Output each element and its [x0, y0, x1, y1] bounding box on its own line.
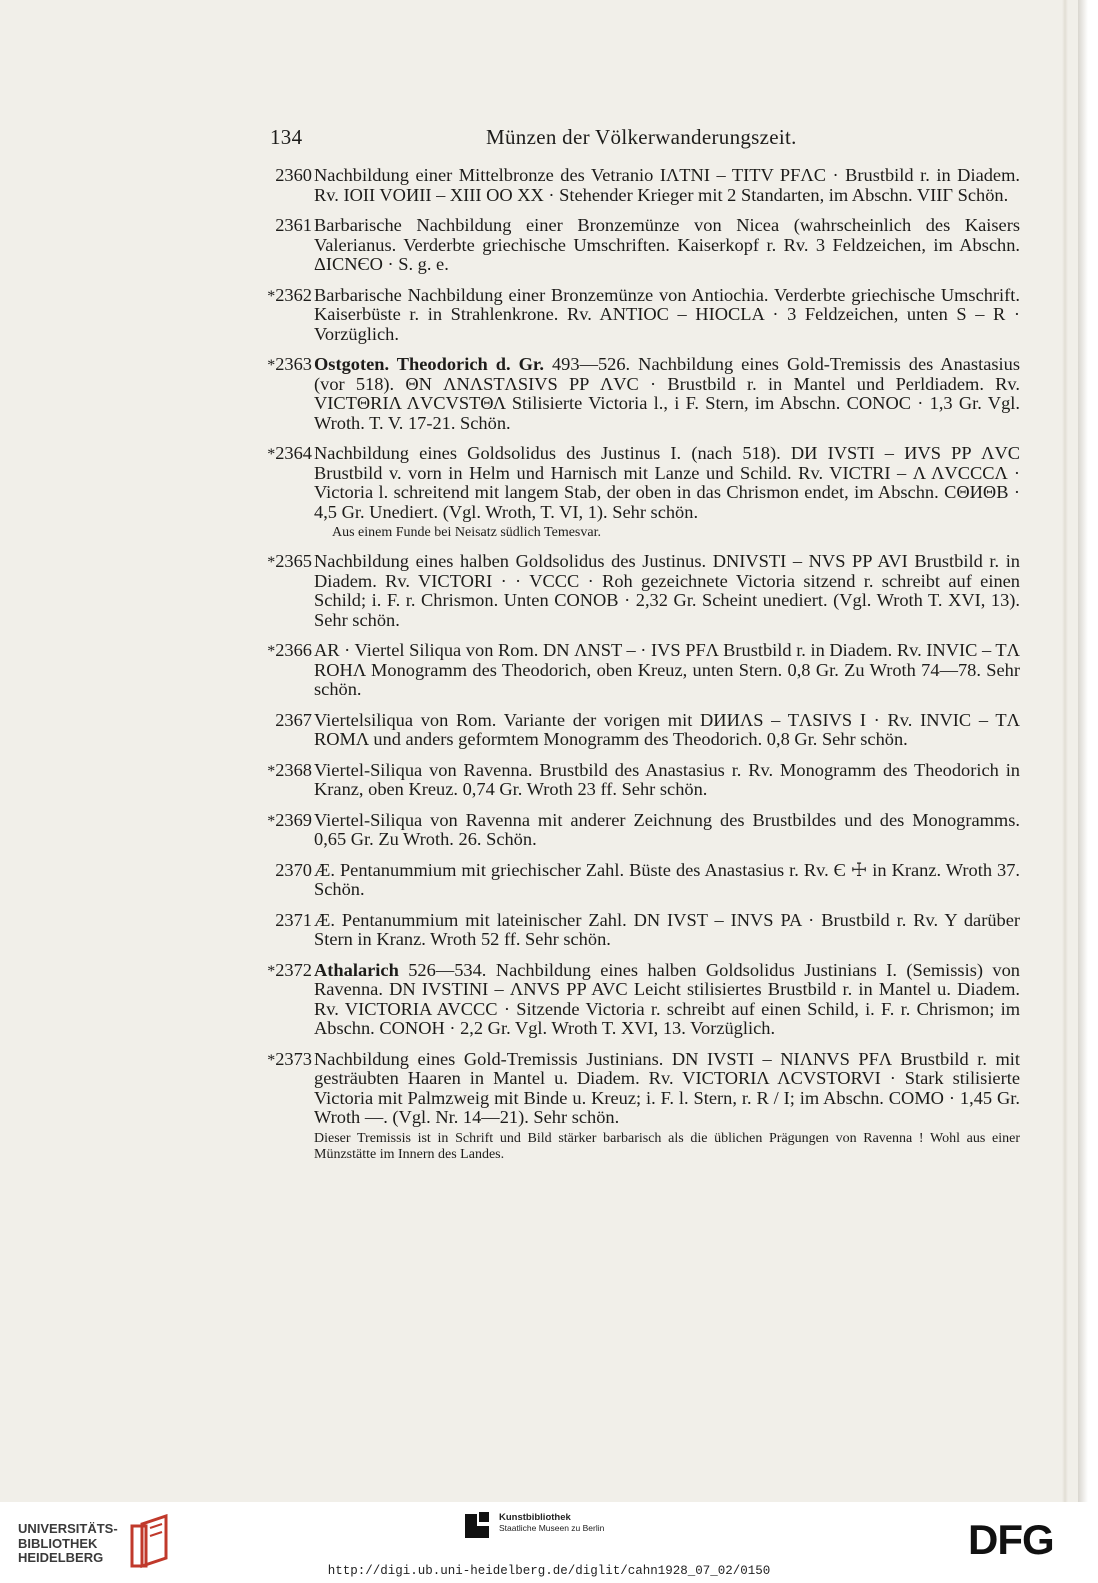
entry-text [314, 861, 1020, 900]
entry-description: Nachbildung eines halben Goldsolidus des Justinus. DNIVSTI – NVS PP AVI Brustbild r. in Diadem. Rv. VICTORI · · VCCC · Roh gezeichnete Victoria sitzend r. schreibt auf einen Schild; i. F. r. Chrismon. Unten CONOB · 2,32 Gr. Scheint unediert. (Vgl. Wroth T. XVI, 13). Sehr schön. [314, 551, 1020, 630]
star-marker-icon: * [267, 357, 276, 374]
page-fold [1062, 0, 1068, 1502]
entry-number-value: 2373 [275, 1048, 312, 1069]
kunstbibliothek-mark-icon [463, 1510, 493, 1540]
catalog-entry [250, 216, 1020, 275]
entry-number-value: 2361 [275, 215, 312, 235]
entry-number [250, 961, 312, 982]
entry-description: 526—534. Nachbildung eines halben Goldsolidus Justinians I. (Semissis) von Ravenna. DN IVSTINI – ΛNVS PP AVC Leicht stilisiertes Brustbild r. in Mantel u. Diadem. Rv. VICTORIA AVCCC · Sitzende Victoria r. schreibt auf einen Schild, i. F. r. Chrismon; im Abschn. CONOH · 2,2 Gr. Vgl. Wroth T. XVI, 13. Vorzüglich. [314, 959, 1020, 1038]
entry-heading: Athalarich [314, 959, 399, 980]
entry-number-value: 2366 [275, 640, 312, 660]
entry-number-value: 2365 [275, 551, 312, 571]
entry-text [314, 166, 1020, 205]
entry-text [314, 641, 1020, 700]
entry-text [314, 711, 1020, 750]
catalog-entry [250, 811, 1020, 850]
catalog-entry [250, 961, 1020, 1039]
ub-line-3: HEIDELBERG [18, 1550, 104, 1565]
star-marker-icon: * [267, 643, 276, 660]
entry-description: Barbarische Nachbildung einer Bronzemünze von Antiochia. Verderbte griechische Umschrift. Kaiserbüste r. in Strahlenkrone. Rv. ANTIOC – HIOCLA · 3 Feldzeichen, unten S – R · Vorzüglich. [314, 284, 1020, 344]
entry-number [250, 761, 312, 782]
entry-number [250, 355, 312, 376]
entry-text [314, 552, 1020, 630]
entry-text [314, 811, 1020, 850]
footer-bar [0, 1502, 1098, 1583]
kunstbibliothek-logo[interactable] [463, 1510, 643, 1544]
catalog-entry [250, 166, 1020, 205]
entry-number [250, 552, 312, 573]
entry-text [314, 355, 1020, 433]
entry-description: Æ. Pentanummium mit griechischer Zahl. Büste des Anastasius r. Rv. Є ☩ in Kranz. Wroth 37. Schön. [314, 859, 1020, 899]
catalog-entry [250, 1050, 1020, 1163]
entry-number [250, 861, 312, 881]
catalog-entry [250, 286, 1020, 345]
star-marker-icon: * [267, 1051, 276, 1069]
kunstbibliothek-name: Kunstbibliothek [499, 1512, 571, 1523]
entry-heading: Ostgoten. Theodorich d. Gr. [314, 354, 544, 374]
permalink-url[interactable]: http://digi.ub.uni-heidelberg.de/diglit/cahn1928_07_02/0150 [327, 1564, 771, 1578]
star-marker-icon: * [267, 762, 276, 780]
entry-number-value: 2367 [275, 709, 312, 730]
dfg-logo[interactable] [968, 1516, 1078, 1560]
entry-number [250, 1050, 312, 1071]
entry-text [314, 961, 1020, 1039]
catalog-entry [250, 355, 1020, 433]
entry-number-value: 2364 [275, 443, 312, 463]
entry-description: Barbarische Nachbildung einer Bronzemünze von Nicea (wahrscheinlich des Kaisers Valerianus. Verderbte griechische Umschriften. Kaiserkopf r. Rv. 3 Feldzeichen, im Abschn. ΔICNЄO · S. g. e. [314, 215, 1020, 274]
entry-description: Viertel-Siliqua von Ravenna mit anderer Zeichnung des Brustbildes und des Monogramms. 0,65 Gr. Zu Wroth. 26. Schön. [314, 809, 1020, 849]
entry-description: Nachbildung einer Mittelbronze des Vetranio IΛTNI – TITV PFΛC · Brustbild r. in Diadem. Rv. IOII VOИII – XIII OO XX · Stehender Krieger mit 2 Standarten, im Abschn. VIIΓ Schön. [314, 165, 1020, 205]
entry-number [250, 444, 312, 465]
catalog-entry [250, 552, 1020, 630]
catalog-entry [250, 444, 1020, 541]
entry-number [250, 286, 312, 307]
entry-text [314, 761, 1020, 800]
kunstbibliothek-wordmark [499, 1512, 604, 1534]
page-header [270, 125, 1030, 155]
star-marker-icon: * [267, 287, 276, 305]
star-marker-icon: * [267, 554, 276, 571]
entry-number-value: 2370 [275, 859, 312, 880]
ub-line-1: UNIVERSITÄTS- [18, 1521, 118, 1536]
entry-number [250, 811, 312, 832]
running-title: Münzen der Völkerwanderungszeit. [486, 125, 797, 149]
entry-text [314, 216, 1020, 275]
catalog-entry [250, 761, 1020, 800]
entry-description: AR · Viertel Siliqua von Rom. DN ΛNST – · IVS PFΛ Brustbild r. in Diadem. Rv. INVIC – TΛ ROHΛ Monogramm des Theodorich, oben Kreuz, unten Stern. 0,8 Gr. Zu Wroth 74—78. Sehr schön. [314, 640, 1020, 699]
entry-description: Viertelsiliqua von Rom. Variante der vorigen mit DИИΛS – TΛSIVS I · Rv. INVIC – TΛ ROMΛ und anders geformtem Monogramm des Theodorich. 0,8 Gr. Sehr schön. [314, 709, 1020, 749]
entry-number-value: 2368 [275, 759, 312, 780]
entry-description: Nachbildung eines Gold-Tremissis Justinians. DN IVSTI – NIΛNVS PFΛ Brustbild r. mit gesträubten Haaren in Mantel u. Diadem. Rv. VICTORIΛ ΛCVSTORVI · Stark stilisierte Victoria mit Palmzweig mit Binde u. Kreuz; i. F. l. Stern, r. R / I; im Abschn. COMO · 1,45 Gr. Wroth —. (Vgl. Nr. 14—21). Sehr schön. [314, 1048, 1020, 1127]
catalog-entry [250, 711, 1020, 750]
entry-description: Æ. Pentanummium mit lateinischer Zahl. DN IVST – INVS PA · Brustbild r. Rv. Y darüber Stern in Kranz. Wroth 52 ff. Sehr schön. [314, 909, 1020, 949]
ub-line-2: BIBLIOTHEK [18, 1535, 98, 1551]
entry-description: Viertel-Siliqua von Ravenna. Brustbild des Anastasius r. Rv. Monogramm des Theodorich in Kranz, oben Kreuz. 0,74 Gr. Wroth 23 ff. Sehr schön. [314, 759, 1020, 799]
catalog-entries [250, 166, 1020, 1174]
entry-number-value: 2372 [275, 959, 312, 980]
entry-number-value: 2369 [275, 809, 312, 830]
entry-text [314, 444, 1020, 522]
entry-number-value: 2360 [275, 165, 312, 185]
catalog-entry [250, 911, 1020, 950]
catalog-entry [250, 861, 1020, 900]
entry-text [314, 1050, 1020, 1128]
star-marker-icon: * [267, 446, 276, 463]
entry-number-value: 2363 [275, 354, 312, 374]
entry-number [250, 166, 312, 186]
entry-number [250, 641, 312, 662]
entry-number [250, 711, 312, 731]
entry-footnote: Aus einem Funde bei Neisatz südlich Temesvar. [332, 525, 601, 540]
page-number: 134 [270, 125, 303, 149]
dfg-wordmark: DFG [968, 1516, 1054, 1560]
entry-text [314, 286, 1020, 345]
ub-emblem-icon [122, 1514, 178, 1570]
entry-description: 493—526. Nachbildung eines Gold-Tremissis des Anastasius (vor 518). ΘN ΛNΛSTΛSIVS PP ΛVC · Brustbild r. in Mantel und Perldiadem. Rv. VICTΘRIΛ ΛVCVSTΘΛ Stilisierte Victoria l., i F. Stern, im Abschn. CONOC · 1,3 Gr. Vgl. Wroth. T. V. 17-21. Schön. [314, 354, 1020, 433]
catalog-entry [250, 641, 1020, 700]
kunstbibliothek-subtitle: Staatliche Museen zu Berlin [499, 1523, 605, 1533]
entry-number [250, 216, 312, 236]
entry-number-value: 2362 [275, 284, 312, 305]
entry-number [250, 911, 312, 931]
entry-text [314, 911, 1020, 950]
entry-description: Nachbildung eines Goldsolidus des Justinus I. (nach 518). DИ IVSTI – ИVS PP ΛVC Brustbild v. vorn in Helm und Harnisch mit Lanze und Schild. Rv. VICTRI – Λ ΛVCCCΛ · Victoria l. schreitend mit langem Stab, der oben in das Chrismon endet, im Abschn. CΘИΘB · 4,5 Gr. Unediert. (Vgl. Wroth, T. VI, 1). Sehr schön. [314, 443, 1020, 522]
entry-number-value: 2371 [275, 909, 312, 930]
entry-footnote: Dieser Tremissis ist in Schrift und Bild stärker barbarisch als die üblichen Prägungen von Ravenna ! Wohl aus einer Münzstätte im Innern des Landes. [314, 1130, 1020, 1162]
star-marker-icon: * [267, 962, 276, 980]
page-edge [1078, 0, 1088, 1502]
ub-heidelberg-wordmark [18, 1522, 118, 1566]
star-marker-icon: * [267, 812, 276, 830]
